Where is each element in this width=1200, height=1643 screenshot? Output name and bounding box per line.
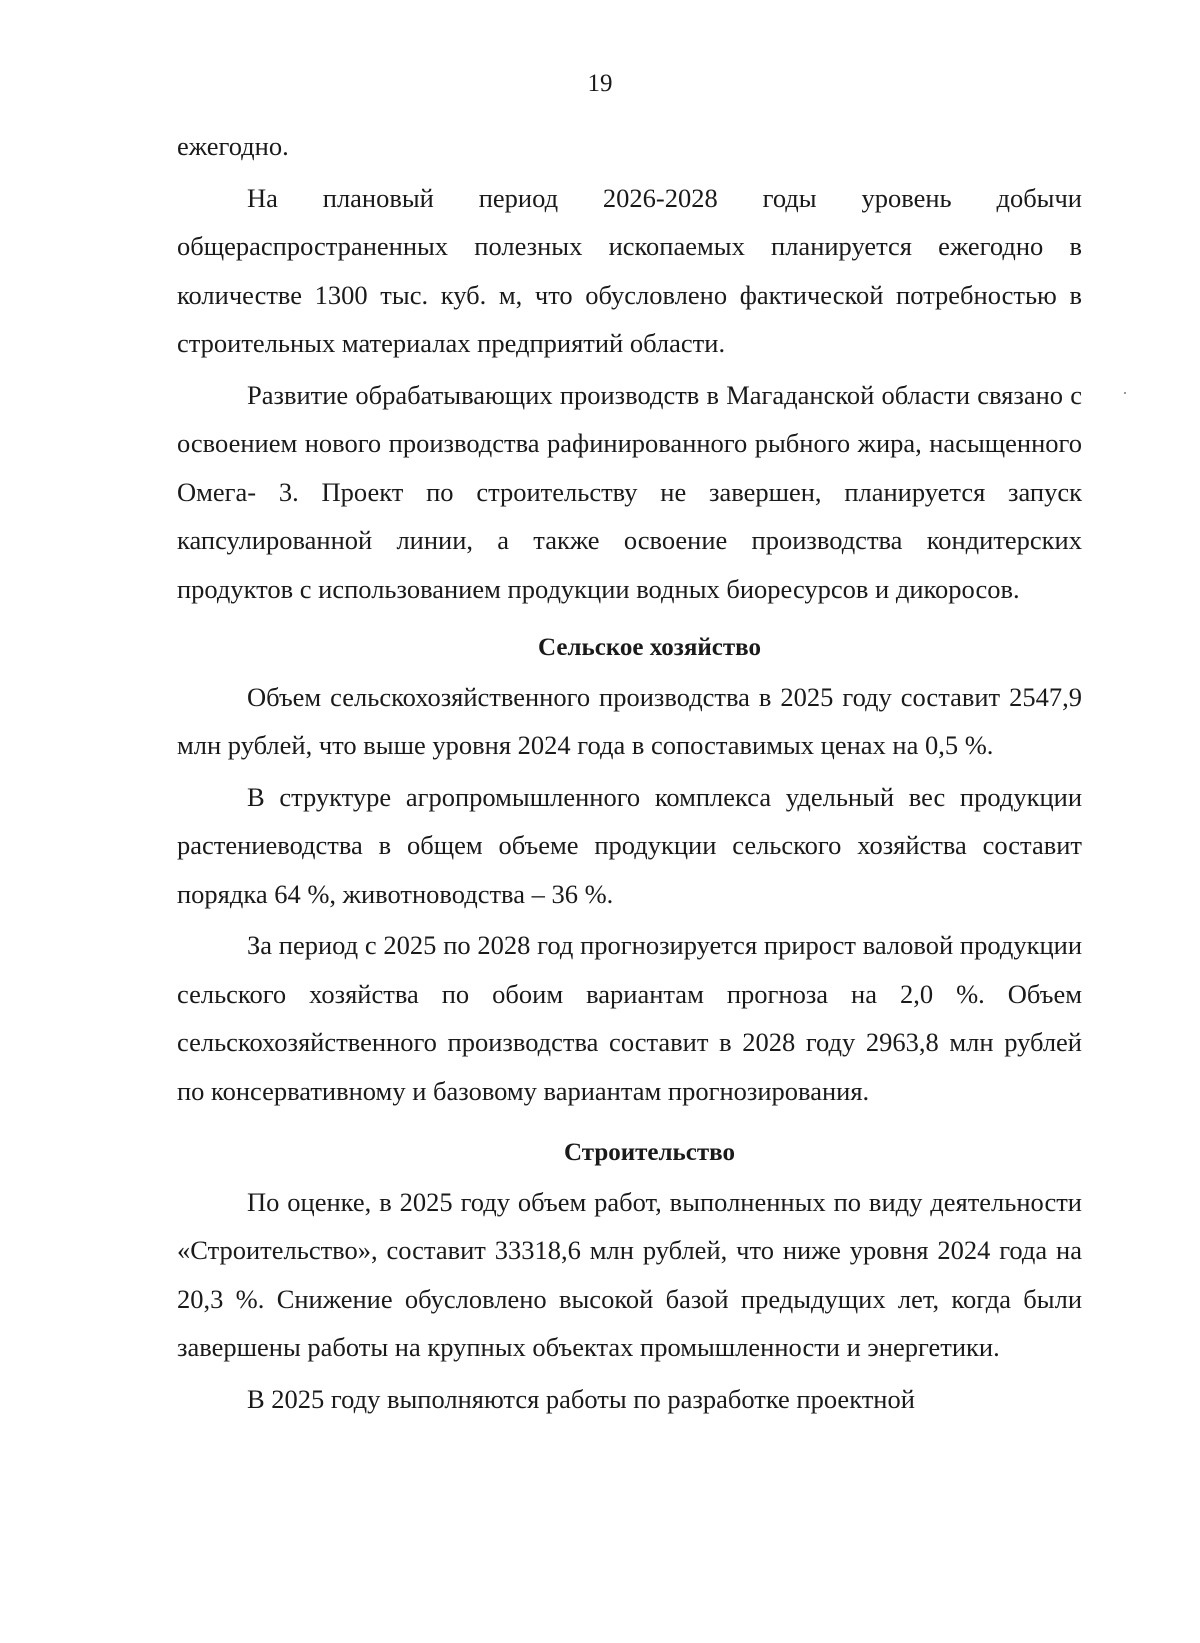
document-body xyxy=(177,122,1082,1423)
heading-construction: Строительство xyxy=(564,1139,735,1166)
paragraph-agri-forecast: За период с 2025 по 2028 год прогнозируется прирост валовой продукции сельского хозяйства по обоим вариантам прогноза на 2,0 %. Объем сельскохозяйственного производства составит в 2028 году 2963,8 млн рублей по консервативному и базовому вариантам прогнозирования. xyxy=(177,930,1082,1106)
heading-agriculture: Сельское хозяйство xyxy=(538,634,761,661)
paragraph-agri-volume: Объем сельскохозяйственного производства в 2025 году составит 2547,9 млн рублей, что выше уровня 2024 года в сопоставимых ценах на 0,5 %. xyxy=(177,681,1082,760)
paragraph-mining-plan: На плановый период 2026-2028 годы уровень добычи общераспространенных полезных ископаемых планируется ежегодно в количестве 1300 тыс. куб. м, что обусловлено фактической потребностью в строительных материалах предприятий области. xyxy=(177,182,1082,358)
scan-speck xyxy=(1124,392,1126,394)
page-number: 19 xyxy=(587,70,613,97)
paragraph-construction-2025: В 2025 году выполняются работы по разработке проектной xyxy=(247,1383,915,1414)
paragraph-agri-structure: В структуре агропромышленного комплекса удельный вес продукции растениеводства в общем объеме продукции сельского хозяйства составит порядка 64 %, животноводства – 36 %. xyxy=(177,781,1082,909)
paragraph-continuation: ежегодно. xyxy=(177,131,289,161)
paragraph-manufacturing: Развитие обрабатывающих производств в Магаданской области связано с освоением нового производства рафинированного рыбного жира, насыщенного Омега- 3. Проект по строительству не завершен, планируется запуск капсулированной линии, а также освоение производства кондитерских продуктов с использованием продукции водных биоресурсов и дикоросов. xyxy=(177,379,1082,604)
paragraph-construction-estimate: По оценке, в 2025 году объем работ, выполненных по виду деятельности «Строительство», составит 33318,6 млн рублей, что ниже уровня 2024 года на 20,3 %. Снижение обусловлено высокой базой предыдущих лет, когда были завершены работы на крупных объектах промышленности и энергетики. xyxy=(177,1186,1082,1362)
